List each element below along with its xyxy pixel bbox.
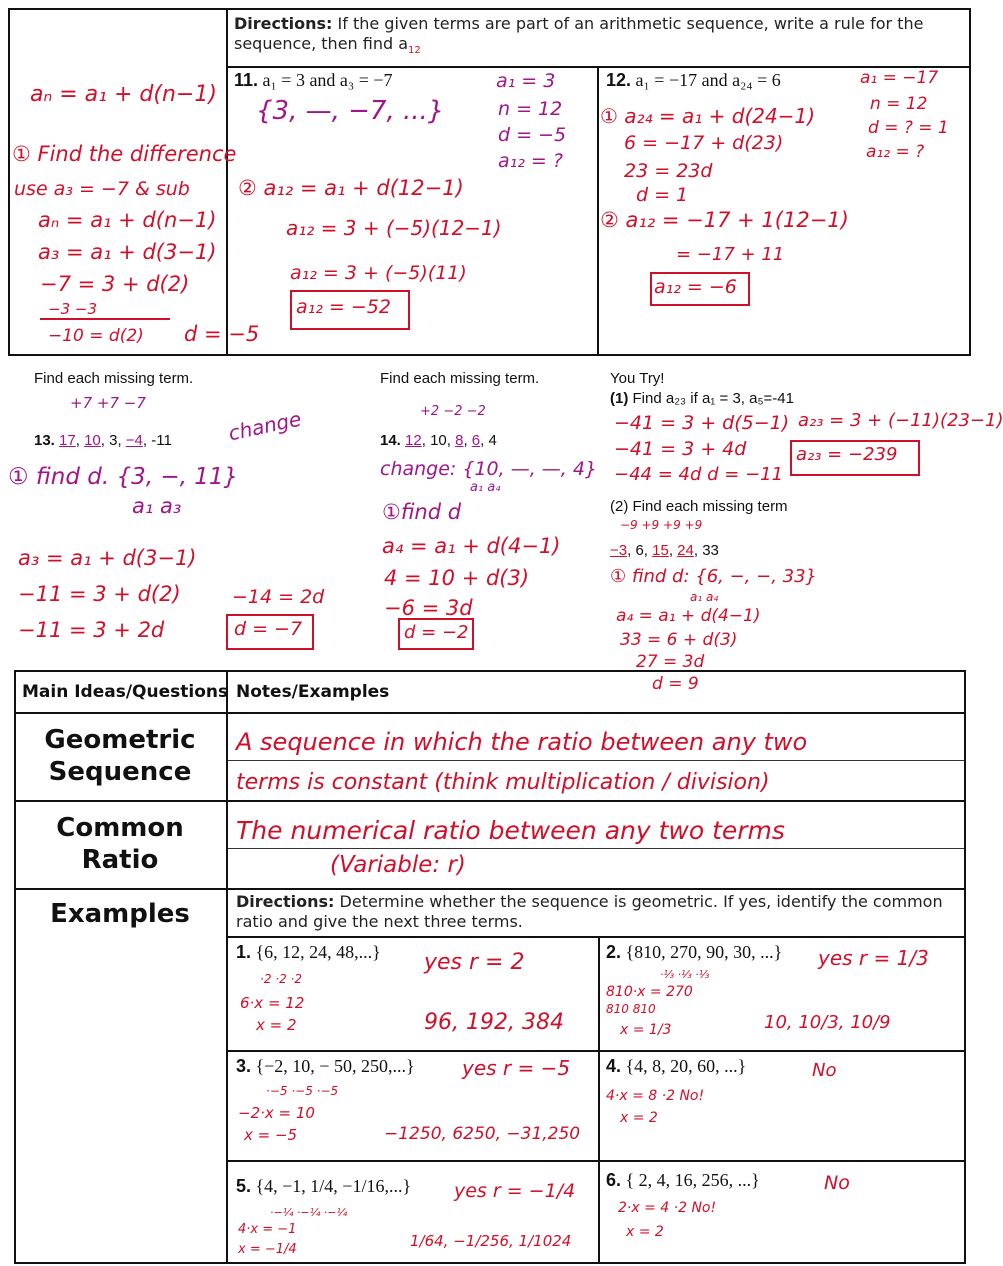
try-l1: −41 = 3 + d(5−1) <box>614 412 790 434</box>
p12-s2: 6 = −17 + d(23) <box>624 132 784 154</box>
p11-a12q: a₁₂ = ? <box>498 150 563 172</box>
ex6-no: No <box>824 1172 850 1194</box>
ex1-w2: x = 2 <box>256 1016 297 1034</box>
ex1-marks: ·2 ·2 ·2 <box>260 972 302 986</box>
ex5-sequence: 5. {4, −1, 1/4, −1/16,...} <box>236 1176 412 1196</box>
ex3-yes: yes r = −5 <box>462 1056 571 1080</box>
left-line5: −10 = d(2) <box>48 326 144 346</box>
ex-grid-row2 <box>228 1050 966 1052</box>
ex3-w1: −2·x = 10 <box>238 1104 315 1122</box>
try-l2: −41 = 3 + 4d <box>614 438 747 460</box>
examples-directions: Directions: Determine whether the sequence is geometric. If yes, identify the common ratio and give the next three terms. <box>236 892 943 931</box>
col13-sub: a₁ a₃ <box>132 494 182 518</box>
ex5-w2: x = −1/4 <box>238 1242 297 1257</box>
ex2-yes: yes r = 1/3 <box>818 946 929 970</box>
try-sub: a₁ a₄ <box>690 590 719 604</box>
col2-header: Notes/Examples <box>236 682 390 702</box>
col14-l1: a₄ = a₁ + d(4−1) <box>382 534 561 558</box>
ex4-w1: 4·x = 8 ·2 No! <box>606 1088 705 1104</box>
ex2-next: 10, 10/3, 10/9 <box>764 1012 891 1033</box>
ex3-sequence: 3. {−2, 10, − 50, 250,...} <box>236 1056 415 1076</box>
problem-11: 11. a₁ = 3 and a₃ = −7 <box>234 70 393 90</box>
p12-s3: 23 = 23d <box>624 160 713 182</box>
ex2-w1: 810·x = 270 <box>606 984 693 1000</box>
p12-s1: ① a₂₄ = a₁ + d(24−1) <box>600 104 816 128</box>
ex-grid-row3 <box>228 1160 966 1162</box>
ex1-w1: 6·x = 12 <box>240 994 305 1012</box>
ex5-yes: yes r = −1/4 <box>454 1180 576 1202</box>
ex3-w2: x = −5 <box>244 1126 298 1144</box>
try-m1: a₄ = a₁ + d(4−1) <box>616 606 761 626</box>
ex4-no: No <box>812 1060 837 1081</box>
col13-l2: −11 = 3 + d(2) <box>18 582 181 606</box>
top-directions: Directions: If the given terms are part of an arithmetic sequence, write a rule for the sequence, then find $a_{12}$ <box>234 14 924 57</box>
try-arrows: −9 +9 +9 +9 <box>620 518 703 532</box>
try-l3: −44 = 4d d = −11 <box>614 464 784 485</box>
try-m3: 27 = 3d <box>636 652 705 672</box>
p11-n: n = 12 <box>498 98 563 120</box>
ex6-w1: 2·x = 4 ·2 No! <box>618 1200 717 1216</box>
p12-s5: ② a₁₂ = −17 + 1(12−1) <box>600 208 849 232</box>
ratio-note1: The numerical ratio between any two terms <box>236 816 785 845</box>
formula-note: aₙ = a₁ + d(n−1) <box>30 82 217 107</box>
col14-answer: d = −2 <box>404 622 469 643</box>
ex4-sequence: 4. {4, 8, 20, 60, ...} <box>606 1056 747 1076</box>
problem-12: 12. a₁ = −17 and a₂₄ = 6 <box>606 70 781 90</box>
ex2-sequence: 2. {810, 270, 90, 30, ...} <box>606 942 783 962</box>
left-line2: a₃ = a₁ + d(3−1) <box>38 240 217 264</box>
ex1-yes: yes r = 2 <box>424 950 525 975</box>
ex3-next: −1250, 6250, −31,250 <box>384 1124 581 1144</box>
ex6-sequence: 6. { 2, 4, 16, 256, ...} <box>606 1170 760 1190</box>
step1b-note: use a₃ = −7 & sub <box>14 178 190 200</box>
try-answer: a₂₃ = −239 <box>796 444 898 465</box>
try-title: You Try! <box>610 370 665 387</box>
try-m2: 33 = 6 + d(3) <box>620 630 738 650</box>
notes-ratio-line <box>14 888 966 890</box>
p11-set: {3, —, −7, ...} <box>256 96 445 126</box>
left-line4: −3 −3 <box>48 300 97 318</box>
left-line1: aₙ = a₁ + d(n−1) <box>38 208 217 232</box>
ratio-note2: (Variable: r) <box>330 852 466 878</box>
ex5-w1: 4·x = −1 <box>238 1222 297 1237</box>
p11-sub2: a₁₂ = 3 + (−5)(11) <box>290 262 467 284</box>
p12-d: d = ? = 1 <box>868 118 949 138</box>
col13-l3: −11 = 3 + 2d <box>18 618 165 642</box>
examples-title: Examples <box>50 899 190 929</box>
try-r1: a₂₃ = 3 + (−11)(23−1) <box>798 410 1003 431</box>
col1-header: Main Ideas/Questions <box>22 682 229 702</box>
ex1-next: 96, 192, 384 <box>424 1010 564 1035</box>
ex2-w3: x = 1/3 <box>620 1022 672 1038</box>
ex-grid-top <box>228 936 966 938</box>
try-sequence: −3, 6, 15, 24, 33 <box>610 542 719 559</box>
col14-l2: 4 = 10 + d(3) <box>384 566 530 590</box>
ex5-marks: ·−¼ ·−¼ ·−¼ <box>270 1206 348 1219</box>
geo-midline <box>228 760 964 761</box>
try-problem2: (2) Find each missing term <box>610 498 788 515</box>
notes-geo-line <box>14 800 966 802</box>
col14-label: Find each missing term. <box>380 370 540 387</box>
col13-find: ① find d. {3, −, 11} <box>8 464 239 490</box>
p11-a1: a₁ = 3 <box>496 70 556 92</box>
col14-find: ①find d <box>382 500 462 524</box>
col13-arrows: +7 +7 −7 <box>70 394 146 412</box>
p11-step2: ② a₁₂ = a₁ + d(12−1) <box>238 176 464 200</box>
left-line3: −7 = 3 + d(2) <box>40 272 190 296</box>
p12-s4: d = 1 <box>636 184 689 206</box>
left-line6: d = −5 <box>184 322 260 346</box>
left-underline <box>40 318 170 320</box>
notes-header-line <box>14 712 966 714</box>
col13-l4: −14 = 2d <box>232 586 325 608</box>
p11-d: d = −5 <box>498 124 567 146</box>
col13-label: Find each missing term. <box>34 370 194 387</box>
col13-l1: a₃ = a₁ + d(3−1) <box>18 546 197 570</box>
ratio-midline <box>228 848 964 849</box>
ex2-marks: ·⅓ ·⅓ ·⅓ <box>660 968 710 981</box>
ex5-next: 1/64, −1/256, 1/1024 <box>410 1232 572 1250</box>
col14-sub: a₁ a₄ <box>470 480 501 495</box>
ex1-sequence: 1. {6, 12, 24, 48,...} <box>236 942 381 962</box>
top-divider-vertical <box>226 8 228 356</box>
ratio-title: Common Ratio <box>56 813 184 875</box>
col14-arrows: +2 −2 −2 <box>420 404 486 419</box>
try-m4: d = 9 <box>652 674 699 694</box>
try-find: ① find d: {6, −, −, 33} <box>610 566 818 587</box>
try-problem1: (1) Find a₂₃ if a₁ = 3, a₅=-41 <box>610 390 794 407</box>
ex3-marks: ·−5 ·−5 ·−5 <box>266 1084 339 1098</box>
ex4-w2: x = 2 <box>620 1110 658 1126</box>
col14-l3: −6 = 3d <box>384 596 473 620</box>
col13-change: change <box>226 406 304 446</box>
p11-sub: a₁₂ = 3 + (−5)(12−1) <box>286 216 502 240</box>
ex2-w2: 810 810 <box>606 1002 656 1016</box>
p12-s6: = −17 + 11 <box>676 244 785 265</box>
col14-change: change: {10, —, —, 4} <box>380 458 598 480</box>
ex6-w2: x = 2 <box>626 1224 664 1240</box>
p12-answer: a₁₂ = −6 <box>654 276 737 298</box>
col13-answer: d = −7 <box>234 618 303 640</box>
col13-sequence: 13. 17, 10, 3, −4, -11 <box>34 432 172 449</box>
p12-n: n = 12 <box>870 94 928 114</box>
p12-a1: a₁ = −17 <box>860 68 939 88</box>
col14-sequence: 14. 12, 10, 8, 6, 4 <box>380 432 497 449</box>
top-divider-mid <box>597 66 599 356</box>
step1-note: ① Find the difference <box>12 142 237 166</box>
geo-note2: terms is constant (think multiplication / division) <box>236 770 770 795</box>
p11-answer: a₁₂ = −52 <box>296 296 391 318</box>
geo-note1: A sequence in which the ratio between any two <box>236 728 808 756</box>
ex-grid-mid-v <box>598 936 600 1264</box>
p12-a12q: a₁₂ = ? <box>866 142 925 162</box>
geo-title: Geometric Sequence <box>44 725 196 787</box>
